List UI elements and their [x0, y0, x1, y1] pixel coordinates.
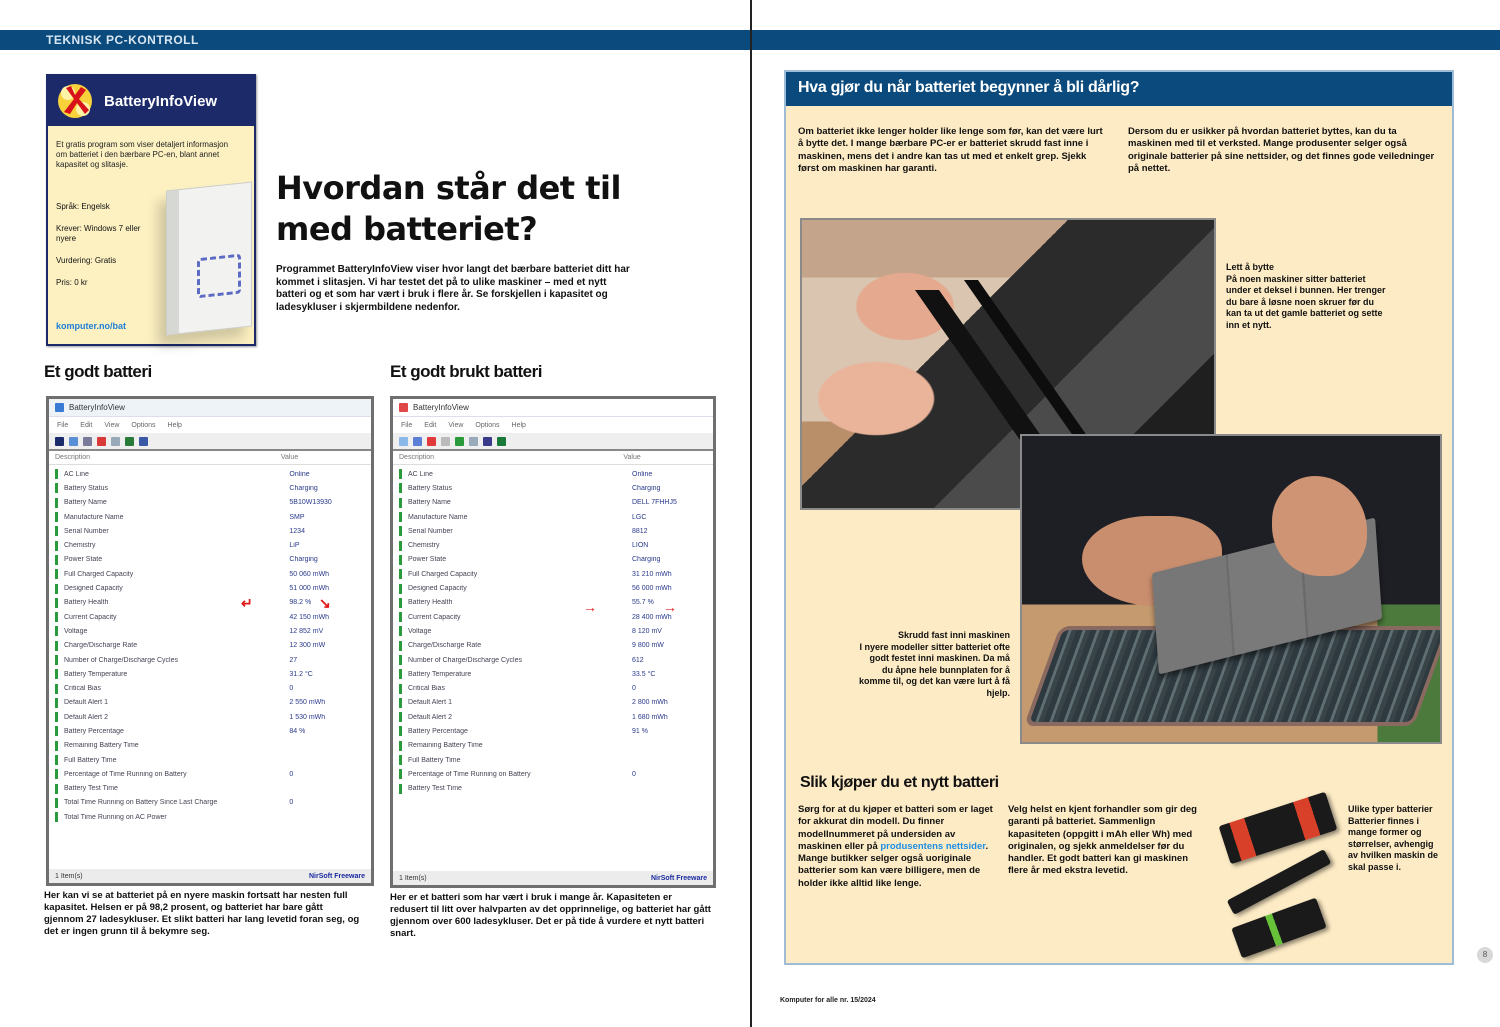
row-description: Percentage of Time Running on Battery: [64, 770, 187, 778]
row-value: 50 060 mWh: [289, 570, 330, 578]
row-status-icon: [399, 469, 402, 479]
app-window-good-battery: [46, 396, 374, 886]
list-row[interactable]: [393, 624, 713, 638]
list-row[interactable]: [49, 481, 371, 495]
list-row[interactable]: [393, 696, 713, 710]
photo2-caption: [858, 630, 1010, 699]
status-credit-link[interactable]: NirSoft Freeware: [650, 874, 707, 882]
row-value: 98.2 %: [289, 599, 312, 607]
row-value: 1 680 mWh: [632, 713, 668, 721]
row-value: Charging: [289, 556, 318, 564]
row-status-icon: [55, 726, 58, 736]
menu-edit[interactable]: Edit: [424, 421, 437, 429]
row-status-icon: [55, 612, 58, 622]
menu-bar: [49, 417, 371, 433]
row-status-icon: [399, 598, 402, 608]
row-description: Default Alert 1: [64, 699, 108, 707]
list-row[interactable]: [49, 796, 371, 810]
batteries-caption-text: Batterier finnes i mange former og størrelser, avhengig av hvilken maskin de skal passe i.: [1348, 815, 1439, 872]
row-value: 0: [632, 685, 636, 693]
row-status-icon: [399, 669, 402, 679]
exit-icon[interactable]: [139, 437, 148, 446]
annotation-arrow-left: ↵: [241, 595, 253, 611]
row-description: Critical Bias: [64, 685, 101, 693]
row-description: Full Battery Time: [64, 756, 117, 764]
list-row[interactable]: [393, 524, 713, 538]
list-row[interactable]: [393, 567, 713, 581]
list-row[interactable]: [49, 581, 371, 595]
row-value: 9 800 mW: [632, 642, 664, 650]
row-status-icon: [399, 755, 402, 765]
program-description: Et gratis program som viser detaljert informasjon om batteriet i den bærbare PC-en, blant annet kapasitet og slitasje.: [56, 140, 229, 169]
page-footer: Komputer for alle nr. 15/2024: [780, 997, 876, 1004]
row-description: Full Battery Time: [408, 756, 461, 764]
buy-col1-text-b: . Mange butikker selger også uoriginale batterier som kan være billigere, men de holder ikke alltid like lenge.: [798, 840, 989, 889]
page-number: 8: [1477, 947, 1493, 963]
row-status-icon: [399, 584, 402, 594]
row-description: Designed Capacity: [64, 585, 123, 593]
list-row[interactable]: [49, 653, 371, 667]
find-icon[interactable]: [469, 437, 478, 446]
row-description: Manufacture Name: [64, 513, 124, 521]
column-description[interactable]: Description: [55, 454, 91, 461]
menu-view[interactable]: View: [104, 421, 120, 429]
list-row[interactable]: [49, 739, 371, 753]
program-title: BatteryInfoView: [104, 92, 218, 110]
list-row[interactable]: [393, 753, 713, 767]
row-status-icon: [55, 784, 58, 794]
row-description: Serial Number: [64, 527, 109, 535]
battery-info-list: [49, 465, 371, 824]
section-label: TEKNISK PC-KONTROLL: [46, 33, 199, 47]
row-status-icon: [399, 626, 402, 636]
row-description: Battery Health: [64, 599, 109, 607]
row-value: 0: [289, 799, 294, 807]
panel-heading-used-battery: Et godt brukt batteri: [390, 362, 542, 381]
list-row[interactable]: [49, 667, 371, 681]
article-lead: Programmet BatteryInfoView viser hvor langt det bærbare batteriet ditt har kommet i slitasjen. Vi har testet det på to ulike maskiner – med et nytt batteri og et som har vært i bruk i flere år. Se forskjellen i kapasitet og ladesykluser i skjermbildene nedenfor.: [276, 264, 630, 313]
menu-file[interactable]: File: [57, 421, 69, 429]
list-row[interactable]: [393, 553, 713, 567]
program-meta-language: Språk: Engelsk: [56, 202, 110, 211]
feature-box: [784, 70, 1454, 965]
list-row[interactable]: [49, 681, 371, 695]
annotation-arrow-left: →: [583, 599, 597, 615]
row-value: Charging: [632, 484, 661, 492]
row-description: Battery Percentage: [408, 727, 468, 735]
page-spine-divider: [750, 0, 752, 1027]
row-value: 33.5 °C: [632, 670, 656, 678]
list-row[interactable]: [49, 524, 371, 538]
row-value: 12 852 mV: [289, 627, 324, 635]
status-bar: [49, 869, 371, 883]
row-value: 0: [289, 685, 294, 693]
row-value: 55.7 %: [632, 599, 654, 607]
article-headline: Hvordan står det til med batteriet?: [276, 169, 621, 248]
row-status-icon: [55, 498, 58, 508]
html-report-icon[interactable]: [455, 437, 464, 446]
list-row[interactable]: [49, 810, 371, 824]
row-status-icon: [55, 641, 58, 651]
list-row[interactable]: [393, 639, 713, 653]
list-header: [393, 451, 713, 465]
list-row[interactable]: [49, 610, 371, 624]
copy-icon[interactable]: [69, 437, 78, 446]
batteries-caption-title: Ulike typer batterier: [1348, 804, 1433, 814]
caption-good-battery: Her kan vi se at batteriet på en nyere maskin fortsatt har nesten full kapasitet. Helsen er på 98,2 prosent, og batteriet har bare gått gjennom 27 ladesykluser. Et slikt batteri har lang levetid foran seg, og det er ingen grunn til å bekymre seg.: [44, 890, 360, 937]
row-description: AC Line: [64, 470, 89, 478]
list-row[interactable]: [49, 624, 371, 638]
refresh-icon[interactable]: [97, 437, 106, 446]
list-row[interactable]: [393, 467, 713, 481]
row-status-icon: [399, 483, 402, 493]
menu-file[interactable]: File: [401, 421, 413, 429]
status-credit-link[interactable]: NirSoft Freeware: [308, 872, 365, 880]
row-description: Voltage: [64, 627, 88, 635]
row-value: 56 000 mWh: [632, 585, 672, 593]
list-row[interactable]: [393, 481, 713, 495]
row-status-icon: [55, 798, 58, 808]
row-status-icon: [55, 469, 58, 479]
list-row[interactable]: [49, 567, 371, 581]
row-description: Number of Charge/Discharge Cycles: [64, 656, 178, 664]
photo2-caption-text: I nyere modeller sitter batteriet ofte godt festet inni maskinen. Da må du åpne hele bunnplaten for å komme til, og det kan være lurt å få hjelp.: [858, 641, 1010, 698]
list-row[interactable]: [393, 581, 713, 595]
row-description: Power State: [64, 556, 103, 564]
feature-intro-col1: Om batteriet ikke lenger holder like lenge som før, kan det være lurt å bytte det. I mange bærbare PC-er er batteriet skrudd fast inne i maskinen, mens det i andre kan tas ut med et enkelt grep. Sjekk først om maskinen har garanti.: [798, 126, 1103, 174]
feature-intro-col2: Dersom du er usikker på hvordan batteriet byttes, kan du ta maskinen med til et verksted. Mange produsenter selger også originale batterier på sine nettsider, og det finnes gode veiledninger på nettet.: [1128, 126, 1435, 174]
row-value: 1 530 mWh: [289, 713, 326, 721]
row-value: Charging: [632, 556, 661, 564]
app-window-used-battery: [390, 396, 716, 888]
row-description: Battery Status: [64, 484, 108, 492]
list-header: [49, 451, 371, 465]
download-link[interactable]: komputer.no/bat: [56, 321, 127, 331]
row-status-icon: [55, 541, 58, 551]
list-row[interactable]: [49, 696, 371, 710]
program-meta-price: Pris: 0 kr: [56, 278, 88, 287]
menu-help[interactable]: Help: [511, 421, 526, 429]
list-row[interactable]: [49, 753, 371, 767]
row-description: Battery Percentage: [64, 727, 124, 735]
list-row[interactable]: [393, 724, 713, 738]
list-row[interactable]: [49, 724, 371, 738]
about-icon[interactable]: [483, 437, 492, 446]
row-value: 31.2 °C: [289, 670, 313, 678]
row-description: Battery Temperature: [64, 670, 128, 678]
row-value: 12 300 mW: [289, 642, 326, 650]
row-status-icon: [399, 684, 402, 694]
row-value: 8 120 mV: [632, 627, 662, 635]
row-value: 27: [289, 656, 298, 664]
row-description: Battery Temperature: [408, 670, 472, 678]
batteries-caption: [1348, 804, 1440, 873]
html-report-icon[interactable]: [125, 437, 134, 446]
nirsoft-logo-icon: [56, 82, 94, 120]
menu-edit[interactable]: Edit: [80, 421, 93, 429]
save-icon[interactable]: [55, 437, 64, 446]
row-value: Charging: [289, 484, 318, 492]
row-description: Number of Charge/Discharge Cycles: [408, 656, 522, 664]
row-description: Battery Test Time: [64, 785, 118, 793]
row-status-icon: [399, 612, 402, 622]
program-info-box: [46, 74, 256, 346]
row-description: Percentage of Time Running on Battery: [408, 770, 531, 778]
buy-col2: Velg helst en kjent forhandler som gir deg garanti på batteriet. Sammenlign kapasiteten (oppgitt i mAh eller Wh) med originalen, og sjekk anmeldelser før du handler. Et godt batteri kan gi maskinen flere år med ekstra levetid.: [1008, 804, 1197, 877]
row-description: Total Time Running on Battery Since Last Charge: [64, 799, 218, 807]
row-status-icon: [399, 569, 402, 579]
list-row[interactable]: [393, 739, 713, 753]
row-value: 0: [289, 770, 294, 778]
row-description: Default Alert 1: [408, 699, 452, 707]
window-titlebar: [393, 399, 713, 417]
row-description: Designed Capacity: [408, 585, 467, 593]
row-status-icon: [55, 698, 58, 708]
annotation-arrow-right: →: [663, 599, 677, 615]
window-titlebar: [49, 399, 371, 417]
list-row[interactable]: [49, 538, 371, 552]
row-status-icon: [399, 498, 402, 508]
row-status-icon: [55, 626, 58, 636]
row-value: LION: [632, 542, 649, 550]
row-status-icon: [55, 584, 58, 594]
list-row[interactable]: [393, 667, 713, 681]
row-description: AC Line: [408, 470, 433, 478]
row-status-icon: [399, 541, 402, 551]
row-description: Chemistry: [64, 542, 96, 550]
program-meta-rating: Vurdering: Gratis: [56, 256, 117, 265]
row-value: 0: [632, 770, 636, 778]
row-status-icon: [55, 812, 58, 822]
list-row[interactable]: [393, 496, 713, 510]
row-description: Charge/Discharge Rate: [408, 642, 482, 650]
row-status-icon: [399, 655, 402, 665]
menu-view[interactable]: View: [448, 421, 464, 429]
row-value: 1234: [289, 527, 305, 535]
list-row[interactable]: [393, 510, 713, 524]
row-description: Remaining Battery Time: [408, 742, 483, 750]
row-status-icon: [55, 555, 58, 565]
row-description: Total Time Running on AC Power: [64, 813, 167, 821]
refresh-icon[interactable]: [427, 437, 436, 446]
row-status-icon: [55, 684, 58, 694]
list-row[interactable]: [393, 681, 713, 695]
row-status-icon: [399, 712, 402, 722]
status-item-count: 1 Item(s): [399, 874, 427, 882]
row-status-icon: [55, 512, 58, 522]
row-value: 28 400 mWh: [632, 613, 672, 621]
manufacturer-link[interactable]: produsentens nettsider: [880, 840, 986, 852]
properties-icon[interactable]: [441, 437, 450, 446]
buy-col1: [798, 804, 996, 890]
row-description: Critical Bias: [408, 685, 445, 693]
list-row[interactable]: [393, 710, 713, 724]
menu-options[interactable]: Options: [131, 421, 156, 429]
list-row[interactable]: [49, 510, 371, 524]
row-status-icon: [55, 755, 58, 765]
row-description: Battery Test Time: [408, 785, 462, 793]
window-title: BatteryInfoView: [413, 403, 469, 412]
caption-used-battery: Her er et batteri som har vært i bruk i mange år. Kapasiteten er redusert til litt over halvparten av det opprinnelige, og batteriet har gått gjennom over 600 ladesykluser. Det er på tide å vurdere et nytt batteri snart.: [390, 892, 711, 939]
photo1-caption: [1226, 262, 1388, 331]
row-description: Full Charged Capacity: [408, 570, 478, 578]
app-icon: [55, 403, 64, 412]
row-description: Battery Name: [408, 499, 451, 507]
row-status-icon: [55, 526, 58, 536]
row-value: 91 %: [632, 727, 648, 735]
row-value: LGC: [632, 513, 647, 521]
row-status-icon: [55, 655, 58, 665]
list-row[interactable]: [49, 782, 371, 796]
row-value: 31 210 mWh: [632, 570, 672, 578]
row-status-icon: [399, 698, 402, 708]
status-bar: [393, 871, 713, 885]
menu-help[interactable]: Help: [167, 421, 182, 429]
program-meta: [56, 202, 156, 300]
row-description: Current Capacity: [64, 613, 117, 621]
list-row[interactable]: [49, 639, 371, 653]
row-status-icon: [55, 598, 58, 608]
list-row[interactable]: [49, 467, 371, 481]
row-value: 2 550 mWh: [289, 699, 326, 707]
row-value: 2 800 mWh: [632, 699, 668, 707]
row-value: Online: [289, 470, 310, 478]
battery-products-image: [1218, 794, 1338, 954]
row-description: Chemistry: [408, 542, 440, 550]
buy-col1-text-a: Sørg for at du kjøper et batteri som er laget for akkurat din modell. Du finner modellnummeret på undersiden av maskinen eller på: [798, 804, 993, 852]
row-status-icon: [399, 769, 402, 779]
list-row[interactable]: [393, 653, 713, 667]
exit-icon[interactable]: [497, 437, 506, 446]
row-status-icon: [399, 526, 402, 536]
row-value: 51 000 mWh: [289, 585, 330, 593]
row-description: Battery Health: [408, 599, 453, 607]
row-description: Default Alert 2: [408, 713, 452, 721]
list-row[interactable]: [49, 553, 371, 567]
row-value: 42 150 mWh: [289, 613, 330, 621]
column-value[interactable]: Value: [623, 454, 641, 461]
copy-icon[interactable]: [413, 437, 422, 446]
row-status-icon: [399, 726, 402, 736]
list-row[interactable]: [49, 496, 371, 510]
row-description: Full Charged Capacity: [64, 570, 134, 578]
program-meta-requirements: Krever: Windows 7 eller nyere: [56, 224, 141, 243]
photo-internal-battery: [1020, 434, 1442, 744]
panel-heading-good-battery: Et godt batteri: [44, 362, 152, 381]
row-status-icon: [399, 512, 402, 522]
row-status-icon: [55, 712, 58, 722]
annotation-arrow-right: ↘: [319, 595, 331, 611]
row-status-icon: [55, 741, 58, 751]
list-row[interactable]: [393, 782, 713, 796]
row-description: Manufacture Name: [408, 513, 468, 521]
row-description: Default Alert 2: [64, 713, 108, 721]
row-description: Power State: [408, 556, 447, 564]
software-box-image: [166, 181, 252, 335]
menu-bar: [393, 417, 713, 433]
row-description: Remaining Battery Time: [64, 742, 139, 750]
row-status-icon: [399, 555, 402, 565]
list-row[interactable]: [393, 538, 713, 552]
row-value: Online: [632, 470, 653, 478]
row-status-icon: [399, 741, 402, 751]
column-description[interactable]: Description: [399, 454, 435, 461]
feature-title: Hva gjør du når batteriet begynner å bli dårlig?: [786, 72, 1452, 106]
row-status-icon: [399, 641, 402, 651]
toolbar: [393, 433, 713, 451]
row-status-icon: [55, 669, 58, 679]
row-value: 5B10W13930: [289, 499, 332, 507]
row-value: 612: [632, 656, 644, 664]
row-value: 84 %: [289, 727, 306, 735]
row-description: Voltage: [408, 627, 432, 635]
list-row[interactable]: [49, 710, 371, 724]
save-icon[interactable]: [399, 437, 408, 446]
photo1-caption-text: På noen maskiner sitter batteriet under et deksel i bunnen. Her trenger du bare å løsne noen skruer før du kan ta ut det gamle batteriet og sette inn et nytt.: [1226, 273, 1386, 330]
buy-heading: Slik kjøper du et nytt batteri: [800, 774, 999, 791]
row-value: 8812: [632, 527, 648, 535]
row-status-icon: [55, 569, 58, 579]
row-description: Current Capacity: [408, 613, 461, 621]
program-info-header: [48, 76, 254, 126]
row-value: SMP: [289, 513, 305, 521]
app-icon: [399, 403, 408, 412]
row-status-icon: [55, 769, 58, 779]
row-description: Serial Number: [408, 527, 453, 535]
find-icon[interactable]: [111, 437, 120, 446]
window-title: BatteryInfoView: [69, 403, 125, 412]
battery-info-list: [393, 465, 713, 796]
photo2-caption-title: Skrudd fast inni maskinen: [897, 630, 1010, 640]
row-description: Battery Status: [408, 484, 452, 492]
photo1-caption-title: Lett å bytte: [1226, 262, 1275, 272]
row-description: Charge/Discharge Rate: [64, 642, 138, 650]
menu-options[interactable]: Options: [475, 421, 500, 429]
row-status-icon: [399, 784, 402, 794]
column-value[interactable]: Value: [280, 454, 299, 461]
row-status-icon: [55, 483, 58, 493]
toolbar: [49, 433, 371, 451]
row-value: DELL 7FHHJ5: [632, 499, 677, 507]
status-item-count: 1 Item(s): [55, 872, 83, 880]
properties-icon[interactable]: [83, 437, 92, 446]
row-description: Battery Name: [64, 499, 107, 507]
row-value: LiP: [289, 542, 300, 550]
list-row[interactable]: [49, 767, 371, 781]
list-row[interactable]: [393, 767, 713, 781]
